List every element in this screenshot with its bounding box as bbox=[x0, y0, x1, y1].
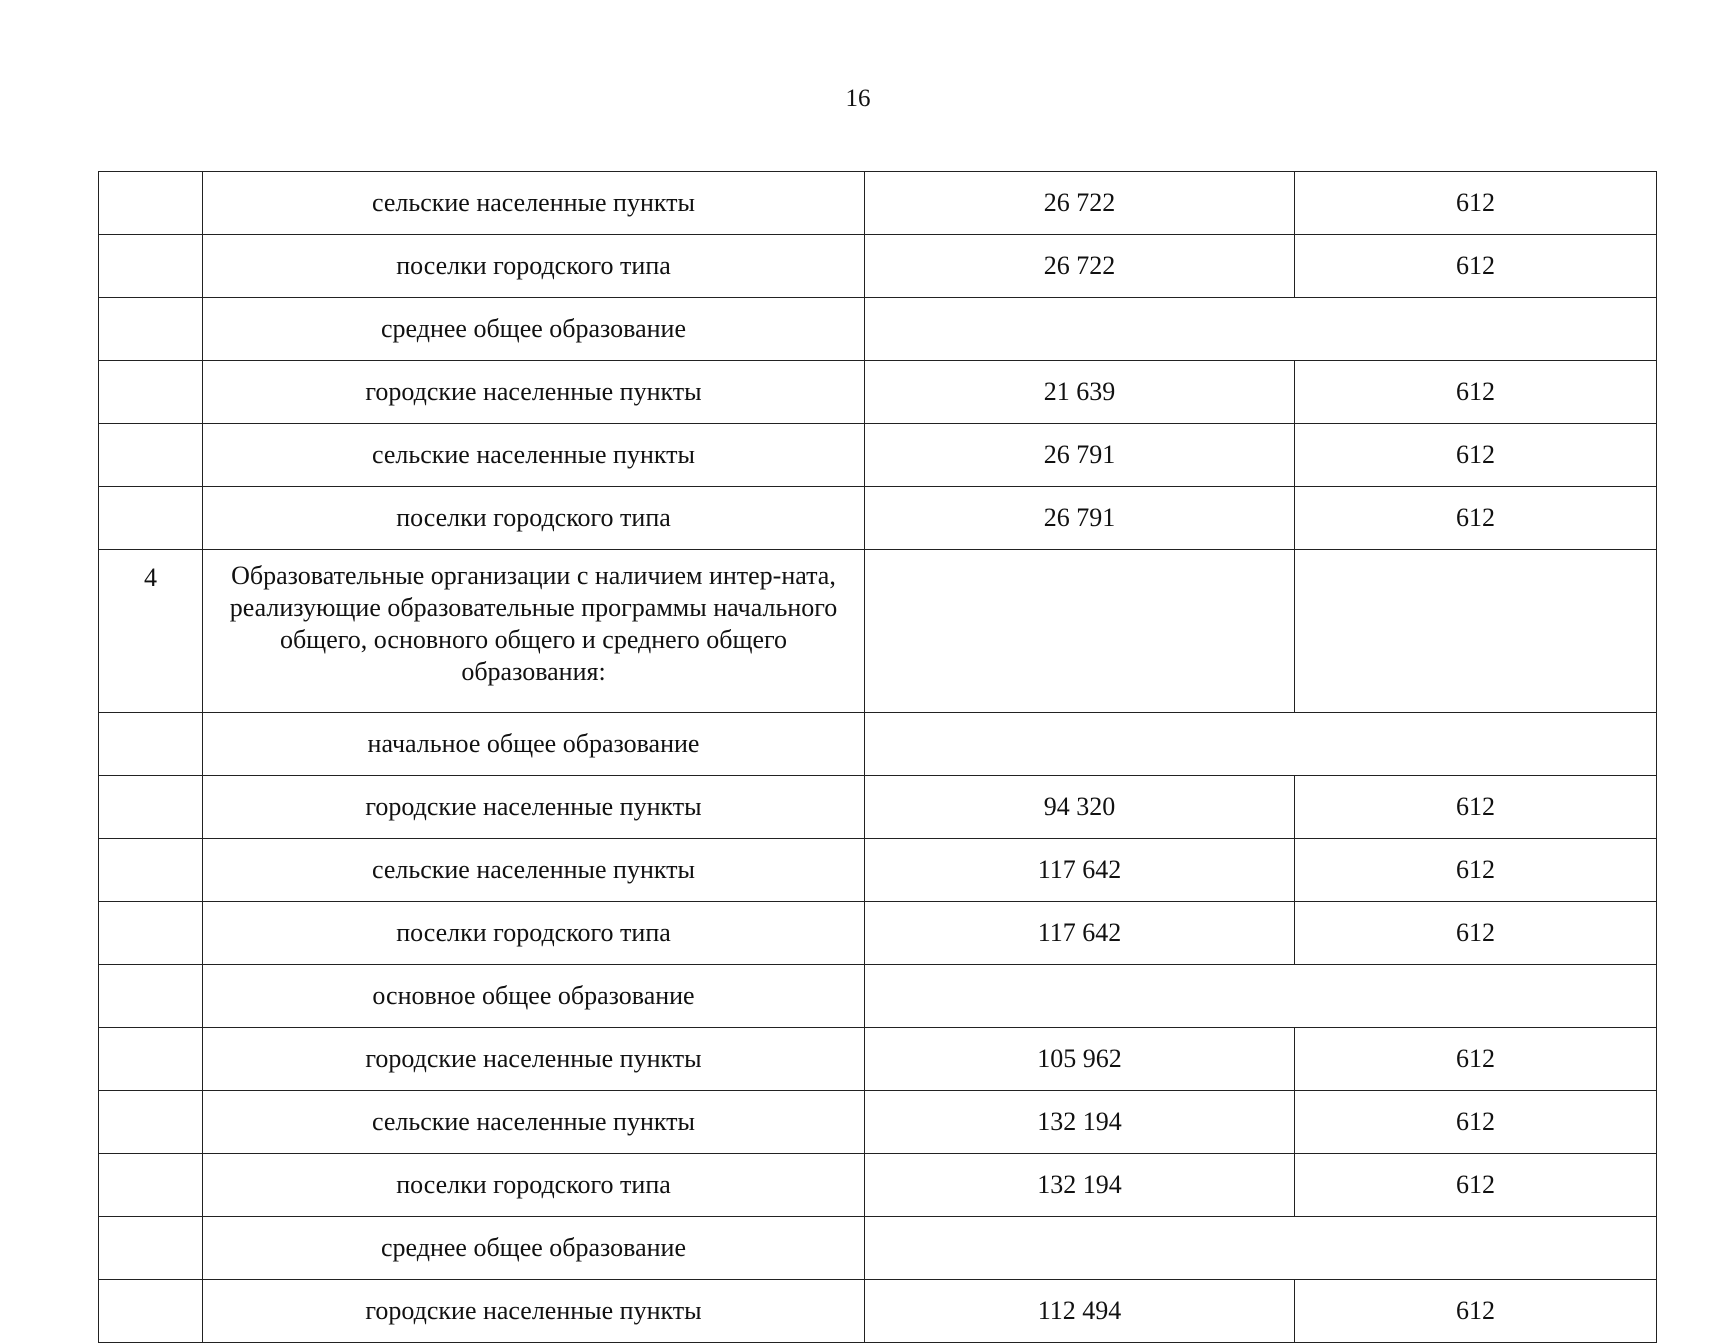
merged-empty-cell bbox=[865, 298, 1657, 361]
section-name-cell: основное общее образование bbox=[203, 965, 865, 1028]
item-name-cell: Образовательные организации с наличием интер-ната, реализующие образовательные программы начального общего, основного общего и среднего общего образования: bbox=[203, 550, 865, 713]
item-name-cell: городские населенные пункты bbox=[203, 1280, 865, 1343]
table-row bbox=[99, 172, 1657, 235]
table-row bbox=[99, 902, 1657, 965]
row-number-cell bbox=[99, 424, 203, 487]
merged-empty-cell bbox=[865, 1217, 1657, 1280]
item-name-cell: городские населенные пункты bbox=[203, 776, 865, 839]
table-row bbox=[99, 550, 1657, 713]
item-name-cell: городские населенные пункты bbox=[203, 361, 865, 424]
row-number-cell bbox=[99, 776, 203, 839]
value-cell: 117 642 bbox=[865, 902, 1295, 965]
row-number-cell bbox=[99, 1280, 203, 1343]
item-name-cell: городские населенные пункты bbox=[203, 1028, 865, 1091]
item-name-cell: поселки городского типа bbox=[203, 487, 865, 550]
table-row bbox=[99, 776, 1657, 839]
table-row bbox=[99, 487, 1657, 550]
code-cell: 612 bbox=[1295, 487, 1657, 550]
table-row bbox=[99, 424, 1657, 487]
row-number-cell bbox=[99, 965, 203, 1028]
item-name-cell: сельские населенные пункты bbox=[203, 424, 865, 487]
table-row bbox=[99, 839, 1657, 902]
value-cell bbox=[865, 550, 1295, 713]
item-name-cell: поселки городского типа bbox=[203, 902, 865, 965]
table-row bbox=[99, 1028, 1657, 1091]
section-name-cell: среднее общее образование bbox=[203, 1217, 865, 1280]
table-row bbox=[99, 1280, 1657, 1343]
table-row bbox=[99, 235, 1657, 298]
merged-empty-cell bbox=[865, 965, 1657, 1028]
code-cell: 612 bbox=[1295, 776, 1657, 839]
code-cell: 612 bbox=[1295, 1154, 1657, 1217]
section-name-cell: среднее общее образование bbox=[203, 298, 865, 361]
value-cell: 94 320 bbox=[865, 776, 1295, 839]
value-cell: 26 791 bbox=[865, 424, 1295, 487]
row-number-cell bbox=[99, 1028, 203, 1091]
item-name-cell: поселки городского типа bbox=[203, 1154, 865, 1217]
code-cell: 612 bbox=[1295, 902, 1657, 965]
row-number-cell bbox=[99, 298, 203, 361]
value-cell: 26 791 bbox=[865, 487, 1295, 550]
value-cell: 26 722 bbox=[865, 172, 1295, 235]
section-name-cell: начальное общее образование bbox=[203, 713, 865, 776]
table-row bbox=[99, 1154, 1657, 1217]
value-cell: 132 194 bbox=[865, 1091, 1295, 1154]
row-number-cell bbox=[99, 235, 203, 298]
item-name-cell: сельские населенные пункты bbox=[203, 172, 865, 235]
item-name-cell: сельские населенные пункты bbox=[203, 839, 865, 902]
value-cell: 117 642 bbox=[865, 839, 1295, 902]
code-cell: 612 bbox=[1295, 424, 1657, 487]
data-table bbox=[98, 171, 1657, 1343]
row-number-cell bbox=[99, 839, 203, 902]
row-number-cell bbox=[99, 487, 203, 550]
row-number-cell bbox=[99, 1091, 203, 1154]
row-number-cell bbox=[99, 902, 203, 965]
value-cell: 21 639 bbox=[865, 361, 1295, 424]
table-body bbox=[99, 172, 1657, 1343]
code-cell: 612 bbox=[1295, 235, 1657, 298]
row-number-cell bbox=[99, 1154, 203, 1217]
code-cell: 612 bbox=[1295, 1091, 1657, 1154]
row-number-cell bbox=[99, 713, 203, 776]
section-header-row bbox=[99, 965, 1657, 1028]
value-cell: 132 194 bbox=[865, 1154, 1295, 1217]
code-cell: 612 bbox=[1295, 1028, 1657, 1091]
code-cell: 612 bbox=[1295, 839, 1657, 902]
row-number-cell bbox=[99, 172, 203, 235]
value-cell: 112 494 bbox=[865, 1280, 1295, 1343]
section-header-row bbox=[99, 1217, 1657, 1280]
section-header-row bbox=[99, 713, 1657, 776]
table-row bbox=[99, 361, 1657, 424]
code-cell bbox=[1295, 550, 1657, 713]
row-number-cell bbox=[99, 1217, 203, 1280]
table-row bbox=[99, 1091, 1657, 1154]
section-header-row bbox=[99, 298, 1657, 361]
row-number-cell bbox=[99, 361, 203, 424]
code-cell: 612 bbox=[1295, 1280, 1657, 1343]
code-cell: 612 bbox=[1295, 361, 1657, 424]
merged-empty-cell bbox=[865, 713, 1657, 776]
value-cell: 105 962 bbox=[865, 1028, 1295, 1091]
item-name-cell: поселки городского типа bbox=[203, 235, 865, 298]
code-cell: 612 bbox=[1295, 172, 1657, 235]
row-number-cell: 4 bbox=[99, 550, 203, 713]
item-name-cell: сельские населенные пункты bbox=[203, 1091, 865, 1154]
value-cell: 26 722 bbox=[865, 235, 1295, 298]
page-number: 16 bbox=[845, 85, 871, 112]
